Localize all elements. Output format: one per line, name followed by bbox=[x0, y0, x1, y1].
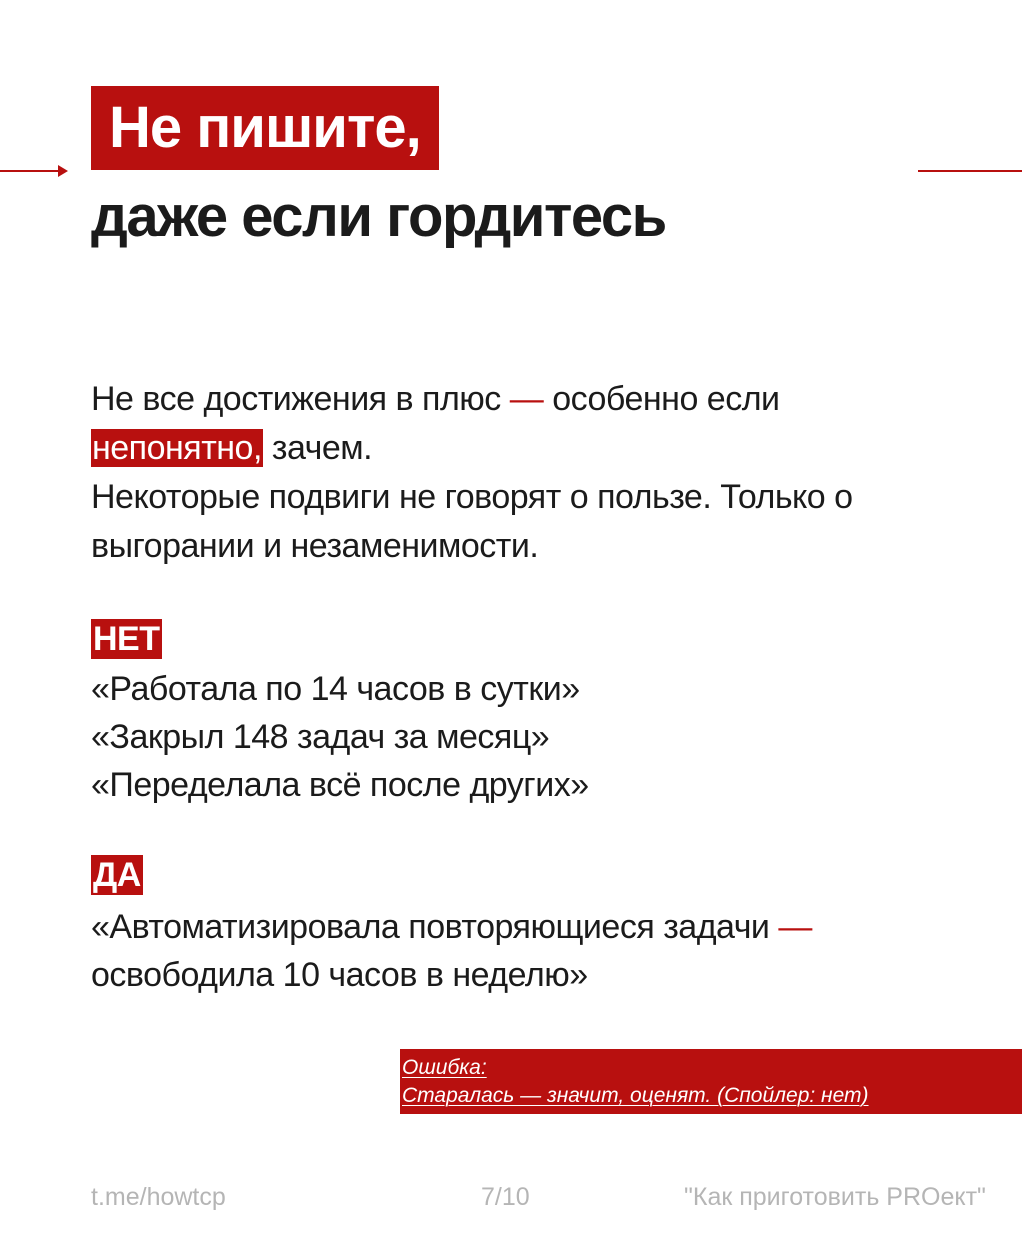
list-item: «Закрыл 148 задач за месяц» bbox=[91, 718, 550, 756]
list-item: «Переделала всё после других» bbox=[91, 766, 589, 804]
error-note-title: Ошибка: bbox=[402, 1056, 487, 1079]
em-dash: — bbox=[778, 908, 812, 946]
intro-line-3: Некоторые подвиги не говорят о пользе. Только о bbox=[91, 478, 853, 516]
intro-line-1 bbox=[91, 375, 951, 424]
page-subtitle: даже если гордитесь bbox=[91, 184, 666, 249]
no-examples-list bbox=[91, 665, 951, 809]
list-item: «Работала по 14 часов в сутки» bbox=[91, 670, 580, 708]
footer-channel-link[interactable]: t.me/howtcp bbox=[91, 1183, 226, 1211]
yes-line-1 bbox=[91, 903, 951, 951]
intro-paragraph bbox=[91, 375, 951, 571]
intro-line-2-tail: зачем. bbox=[262, 429, 373, 467]
em-dash: — bbox=[509, 380, 544, 418]
intro-line-2 bbox=[91, 424, 951, 473]
intro-line-1-tail: особенно если bbox=[543, 380, 780, 418]
page-title: Не пишите, bbox=[91, 86, 439, 170]
error-note bbox=[400, 1049, 1022, 1114]
highlighted-word: непонятно, bbox=[92, 429, 262, 467]
yes-example bbox=[91, 903, 951, 999]
yes-line-1-text: «Автоматизировала повторяющиеся задачи bbox=[91, 908, 779, 946]
series-title: "Как приготовить PROект" bbox=[684, 1183, 986, 1211]
yes-line-2: освободила 10 часов в неделю» bbox=[91, 956, 588, 994]
yes-label: ДА bbox=[93, 856, 141, 894]
page-counter: 7/10 bbox=[481, 1183, 530, 1211]
intro-line-4: выгорании и незаменимости. bbox=[91, 527, 539, 565]
error-note-text: Старалась — значит, оценят. (Спойлер: нет) bbox=[402, 1084, 869, 1107]
no-label: НЕТ bbox=[93, 620, 160, 658]
arrow-right-icon bbox=[0, 170, 66, 172]
intro-line-1-text: Не все достижения в плюс bbox=[91, 380, 510, 418]
decorative-divider bbox=[918, 170, 1022, 172]
